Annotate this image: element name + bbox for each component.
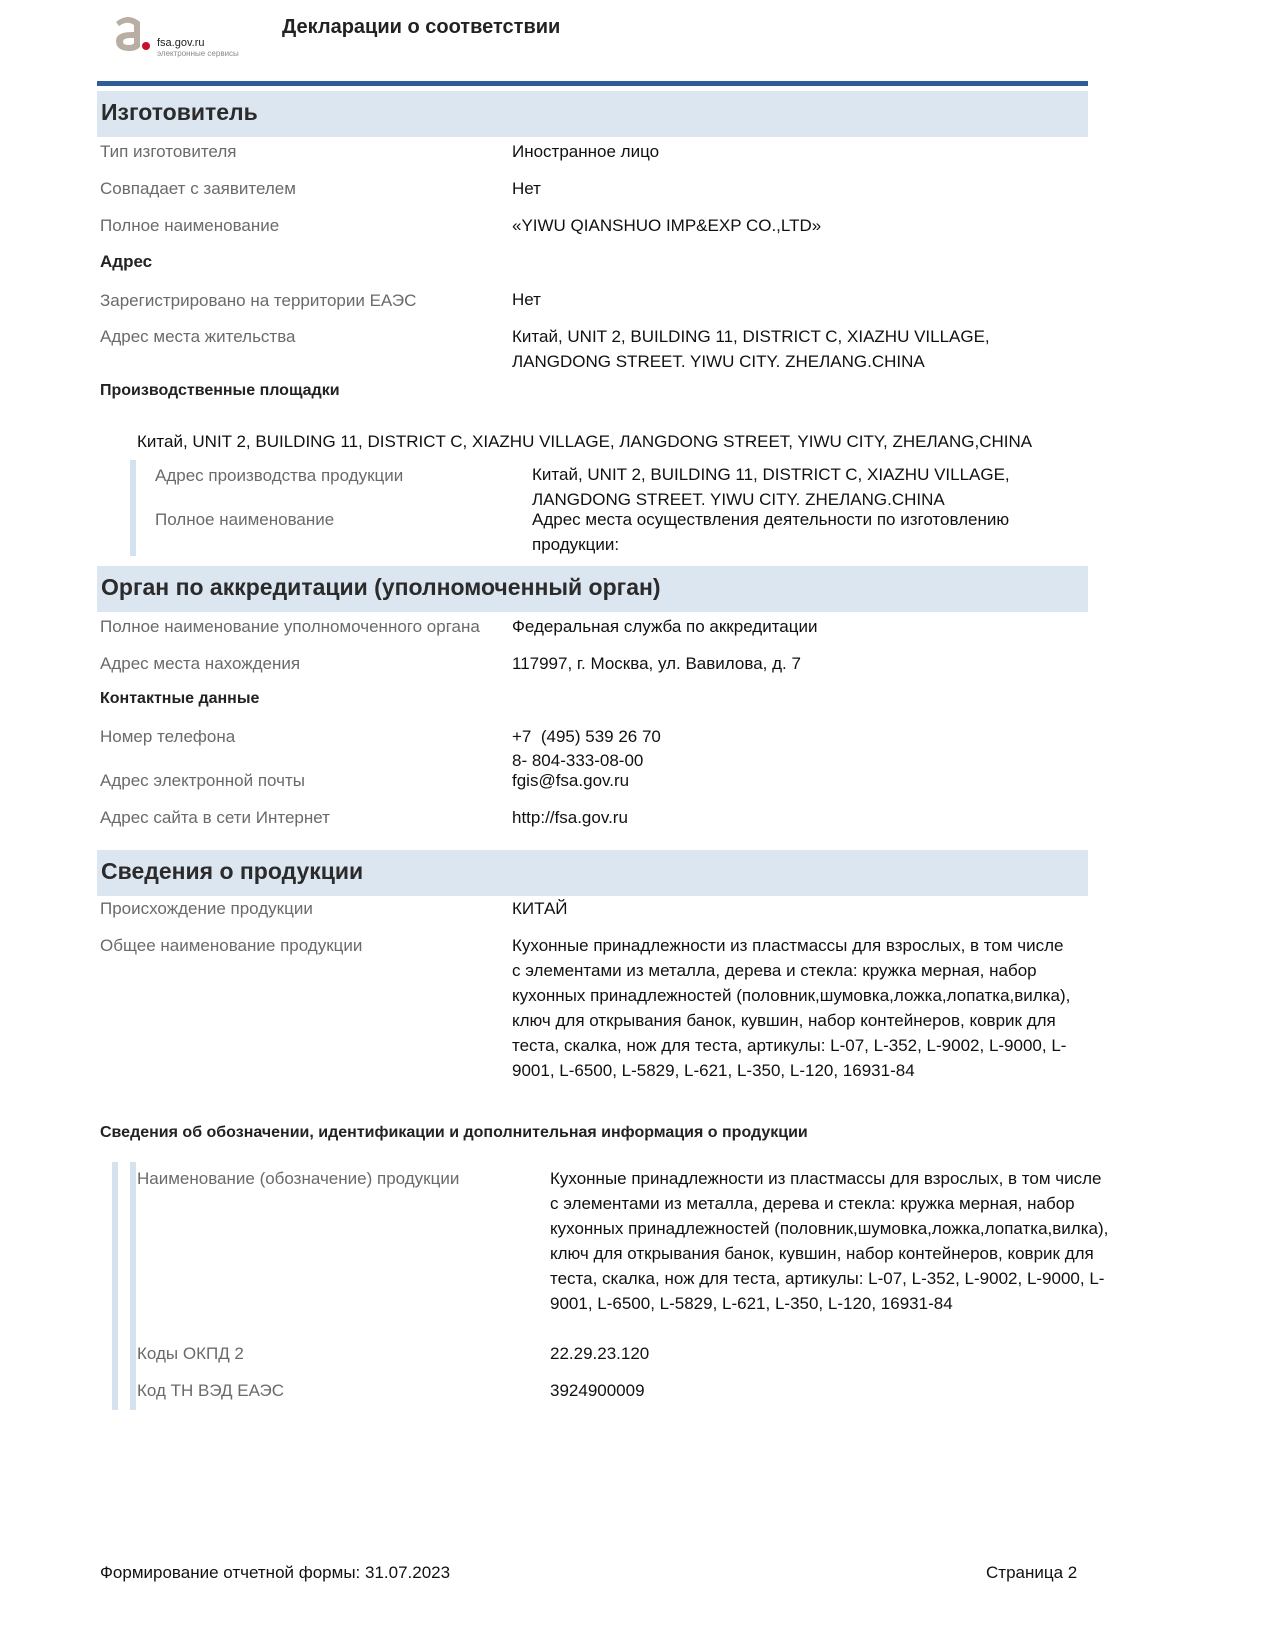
footer-generated-date: Формирование отчетной формы: 31.07.2023 <box>100 1563 451 1582</box>
production-address-value: Китай, UNIT 2, BUILDING 11, DISTRICT C, XIAZHU VILLAGE, ЛANGDONG STREET. YIWU CITY. ZHEЛANG.CHINA <box>532 465 1010 509</box>
production-site-bar <box>130 460 136 556</box>
website-label: Адрес сайта в сети Интернет <box>100 808 330 827</box>
manufacturer-fullname-value: «YIWU QIANSHUO IMP&EXP CO.,LTD» <box>512 216 822 235</box>
manufacturer-type-value: Иностранное лицо <box>512 142 660 161</box>
tnved-label: Код ТН ВЭД ЕАЭС <box>137 1381 285 1400</box>
identification-bar-outer <box>112 1162 118 1410</box>
phone-value-2: 8- 804-333-08-00 <box>512 751 644 770</box>
same-as-applicant-label: Совпадает с заявителем <box>100 179 296 198</box>
designation-value: Кухонные принадлежности из пластмассы для взрослых, в том числе с элементами из металла, дерева и стекла: кружка мерная, набор кухонных принадлежностей (половник,шумовка,ложка,лопатка,вилка), ключ для открывания банок, кувшин, набор контейнеров, коврик для теста, скалка, нож для теста, артикулы: L-07, L-352, L-9002, L-9000, L-9001, L-6500, L-5829, L-621, L-350, L-120, 16931-84 <box>550 1169 1109 1313</box>
production-address-label: Адрес производства продукции <box>155 466 404 485</box>
footer-page-number: Страница 2 <box>986 1563 1078 1582</box>
website-value: http://fsa.gov.ru <box>512 808 628 827</box>
production-sites-heading: Производственные площадки <box>100 382 340 399</box>
eaes-registered-label: Зарегистрировано на территории ЕАЭС <box>100 291 417 310</box>
fsa-logo-icon <box>110 14 150 54</box>
identification-heading: Сведения об обозначении, идентификации и дополнительная информация о продукции <box>100 1124 808 1141</box>
manufacturer-fullname-label: Полное наименование <box>100 216 280 235</box>
okpd-value: 22.29.23.120 <box>550 1344 650 1363</box>
email-label: Адрес электронной почты <box>100 771 305 790</box>
residence-address-label: Адрес места жительства <box>100 327 296 346</box>
logo-text: fsa.gov.ru <box>157 37 205 49</box>
origin-label: Происхождение продукции <box>100 899 313 918</box>
origin-value: КИТАЙ <box>512 899 568 918</box>
tnved-value: 3924900009 <box>550 1381 645 1400</box>
header-divider <box>97 81 1088 86</box>
authority-location-value: 117997, г. Москва, ул. Вавилова, д. 7 <box>512 654 801 673</box>
general-name-value: Кухонные принадлежности из пластмассы для взрослых, в том числе с элементами из металла, дерева и стекла: кружка мерная, набор кухонных принадлежностей (половник,шумовка,ложка,лопатка,вилка), ключ для открывания банок, кувшин, набор контейнеров, коврик для теста, скалка, нож для теста, артикулы: L-07, L-352, L-9002, L-9000, L-9001, L-6500, L-5829, L-621, L-350, L-120, 16931-84 <box>512 936 1071 1080</box>
designation-label: Наименование (обозначение) продукции <box>137 1169 460 1188</box>
production-site-line: Китай, UNIT 2, BUILDING 11, DISTRICT C, XIAZHU VILLAGE, ЛANGDONG STREET, YIWU CITY, ZHEЛANG,CHINA <box>137 432 1033 451</box>
email-value: fgis@fsa.gov.ru <box>512 771 630 790</box>
same-as-applicant-value: Нет <box>512 179 541 198</box>
address-heading: Адрес <box>100 252 153 271</box>
okpd-label: Коды ОКПД 2 <box>137 1344 244 1363</box>
identification-bar-inner <box>130 1162 136 1410</box>
authority-fullname-value: Федеральная служба по аккредитации <box>512 617 818 636</box>
section-heading-product: Сведения о продукции <box>97 850 1088 896</box>
page-title: Декларации о соответствии <box>282 16 561 38</box>
section-heading-accreditation: Орган по аккредитации (уполномоченный орган) <box>97 566 1088 612</box>
phone-value-1: +7 (495) 539 26 70 <box>512 727 661 746</box>
residence-address-value: Китай, UNIT 2, BUILDING 11, DISTRICT C, XIAZHU VILLAGE, ЛANGDONG STREET. YIWU CITY. ZHEЛANG.CHINA <box>512 327 990 369</box>
logo-subtext: электронные сервисы <box>157 49 239 58</box>
manufacturer-type-label: Тип изготовителя <box>100 142 237 161</box>
eaes-registered-value: Нет <box>512 290 541 309</box>
contacts-heading: Контактные данные <box>100 690 260 707</box>
authority-location-label: Адрес места нахождения <box>100 654 301 673</box>
site-fullname-value: Адрес места осуществления деятельности по изготовлению продукции: <box>532 510 1010 554</box>
section-heading-manufacturer: Изготовитель <box>97 91 1088 137</box>
general-name-label: Общее наименование продукции <box>100 936 363 955</box>
phone-label: Номер телефона <box>100 727 236 746</box>
authority-fullname-label: Полное наименование уполномоченного органа <box>100 617 480 636</box>
site-fullname-label: Полное наименование <box>155 510 335 529</box>
